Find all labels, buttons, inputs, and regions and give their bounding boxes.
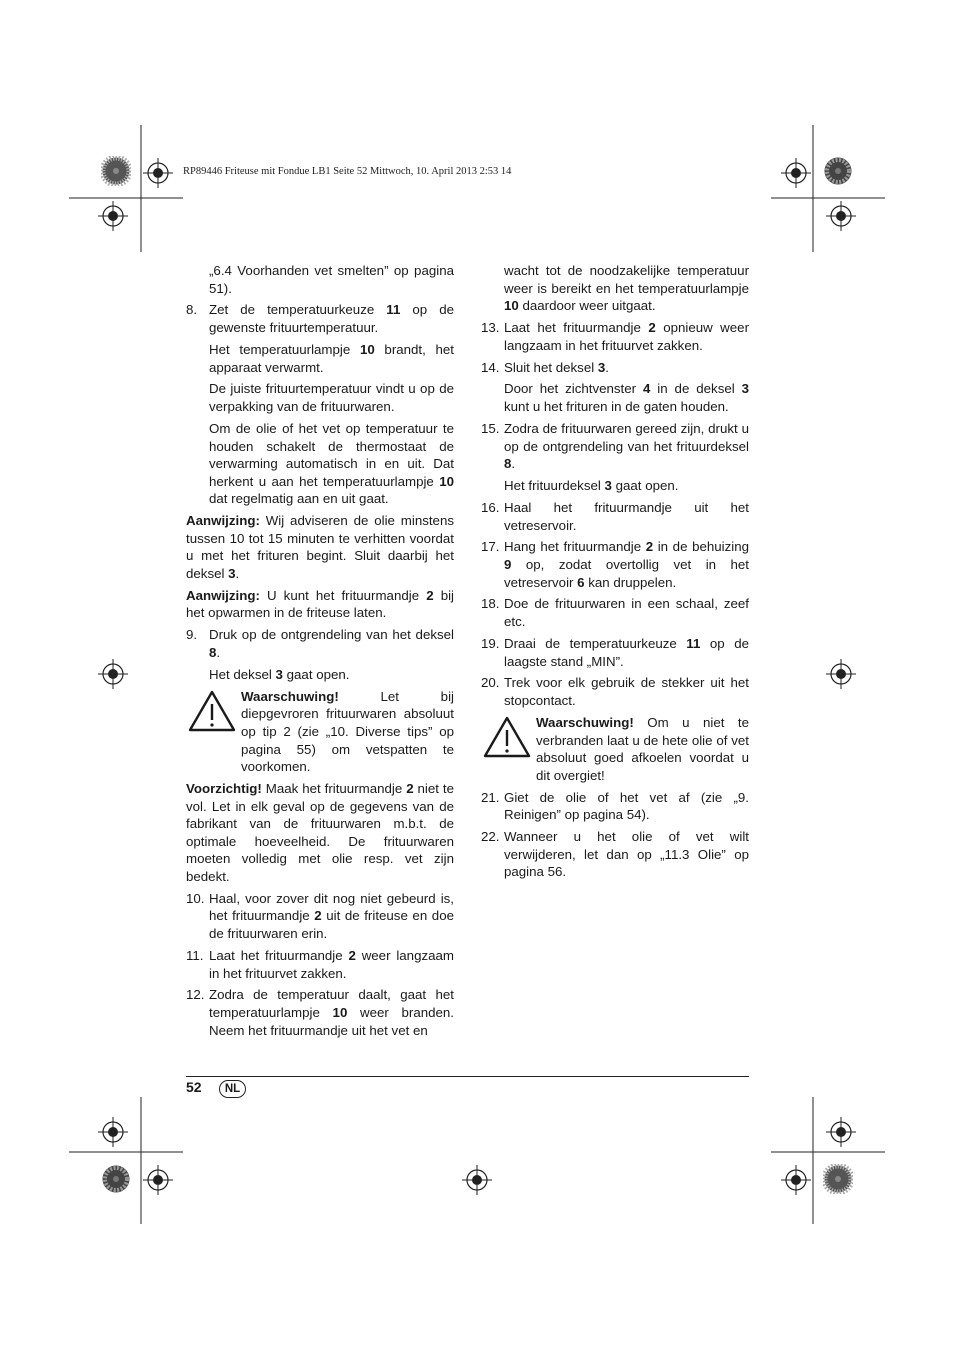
text-segment: 2 (426, 587, 434, 603)
color-wheel-bottom-left (101, 1164, 131, 1194)
text-segment: 11 (686, 635, 701, 651)
text-segment: Aanwijzing: (186, 587, 260, 603)
color-wheel-top-right (823, 156, 853, 186)
list-item-number: 14. (481, 359, 500, 375)
text-segment: 3 (275, 666, 283, 682)
text-segment: dat regelmatig aan en uit gaat. (209, 491, 389, 507)
text-segment: Wanneer u het olie of vet wilt verwijderen, let dan op „11.3 Olie” op pagina 56. (504, 829, 749, 880)
text-segment: weer branden. Neem het frituurmandje uit het vet en (209, 1005, 455, 1038)
text-segment: brandt, het apparaat verwarmt. (209, 341, 454, 375)
text-segment: Draai de temperatuurkeuze (504, 635, 687, 651)
text-segment: . (216, 644, 221, 660)
text-segment: 2 (348, 947, 356, 963)
text-segment: bij het opwarmen in de friteuse laten. (186, 587, 454, 621)
text-segment: 10 (439, 473, 454, 489)
text-segment: De juiste frituurtemperatuur vindt u op de verpakking van de frituurwaren. (209, 381, 454, 415)
registration-mark-mid-right (826, 659, 856, 689)
text-segment: Laat het frituurmandje (209, 947, 349, 963)
list-item-number: 10. (186, 890, 205, 906)
color-wheel-top-left (101, 156, 131, 186)
text-segment: wacht tot de noodzakelijke temperatuur weer is bereikt en het temperatuurlampje (504, 263, 749, 296)
text-segment: Haal het frituurmandje uit het vetreservoir. (504, 499, 749, 533)
text-segment: kan druppelen. (584, 574, 677, 590)
text-segment: Waarschuwing! (536, 714, 634, 730)
list-item-number: 19. (481, 635, 500, 651)
list-item-number: 13. (481, 320, 500, 336)
text-segment: opnieuw weer langzaam in het frituurvet zakken. (504, 320, 749, 353)
registration-mark-mid-left (98, 659, 128, 689)
text-segment: 4 (642, 381, 651, 397)
text-segment: Door het zichtvenster (504, 381, 643, 397)
text-segment: Trek voor elk gebruik de stekker uit het stopcontact. (504, 675, 749, 709)
text-segment: kunt u het frituren in de gaten houden. (504, 399, 729, 415)
text-segment: 3 (604, 478, 612, 494)
text-segment: Zodra de frituurwaren gereed zijn, drukt u op de ontgrendeling van het frituurdeksel (504, 420, 749, 454)
text-segment: weer langzaam in het frituurvet zakken. (209, 947, 454, 981)
text-segment: Het frituurdeksel (504, 478, 605, 494)
list-item-number: 21. (481, 789, 500, 805)
text-segment: Maak het frituurmandje (261, 781, 407, 796)
text-segment: 9 (504, 556, 512, 572)
text-segment: Aanwijzing: (186, 513, 260, 529)
text-segment: Let bij diepgevroren frituurwaren absoluut op tip 2 (zie „10. Diverse tips” op pagina 55) om vetspatten te voorkomen. (241, 688, 454, 775)
registration-mark-upper-left (98, 201, 128, 231)
registration-mark-bottom-left (143, 1165, 173, 1195)
text-segment: 11 (386, 302, 401, 318)
text-segment: Om u niet te verbranden laat u de hete olie of vet absoluut goed afkoelen voordat u dit overgiet! (536, 714, 749, 783)
text-segment: Druk op de ontgrendeling van het deksel (209, 627, 454, 643)
text-segment: 10 (332, 1005, 348, 1021)
registration-mark-top-left (143, 158, 173, 188)
text-segment: Zet de temperatuurkeuze (209, 302, 387, 318)
list-item-number: 16. (481, 499, 500, 515)
text-segment: Wij adviseren de olie minstens tussen 10 tot 15 minuten te verhitten voordat u met het frituren begint. Sluit daarbij het deksel (186, 513, 454, 581)
registration-mark-lower-left (98, 1117, 128, 1147)
text-segment: 8 (504, 456, 512, 472)
text-segment: gaat open. (282, 666, 350, 682)
text-segment: Het deksel (209, 666, 276, 682)
language-badge: NL (219, 1080, 246, 1098)
text-segment: 3 (597, 359, 606, 375)
text-segment: op, zodat overtollig vet in het vetreservoir (504, 556, 749, 590)
text-segment: . (605, 359, 609, 375)
list-item-number: 20. (481, 675, 500, 691)
registration-mark-upper-right (826, 201, 856, 231)
text-segment: Voorzichtig! (186, 781, 262, 796)
list-item-number: 15. (481, 420, 500, 436)
text-segment: Doe de frituurwaren in een schaal, zeef etc. (504, 596, 749, 630)
text-segment: Om de olie of het vet op temperatuur te houden schakelt de thermostaat de verwarming automatisch in en uit. Dat herkent u aan het temperatuurlampje (209, 420, 454, 489)
list-item-number: 11. (186, 947, 204, 963)
text-segment: 2 (314, 908, 322, 924)
list-item-number: 17. (481, 539, 500, 555)
text-segment: Zodra de temperatuur daalt, gaat het temperatuurlampje (209, 987, 454, 1021)
text-segment: . (511, 456, 516, 472)
text-segment: U kunt het frituurmandje (259, 587, 427, 603)
text-segment: 2 (406, 781, 414, 796)
registration-mark-bottom-center (462, 1165, 492, 1195)
text-segment: 3 (741, 381, 749, 397)
text-segment: Het temperatuurlampje (209, 341, 360, 357)
text-segment: Laat het frituurmandje (504, 320, 649, 336)
text-segment: 2 (645, 539, 654, 555)
text-segment: in de deksel (650, 381, 742, 397)
list-item-number: 9. (186, 627, 198, 643)
text-segment: 3 (228, 565, 236, 581)
text-segment: 10 (504, 298, 519, 314)
text-segment: op de laagste stand „MIN”. (504, 635, 749, 669)
text-segment: Sluit het deksel (504, 359, 598, 375)
list-item-number: 12. (186, 987, 205, 1003)
text-segment: in de behuizing (653, 539, 749, 555)
text-segment: Waarschuwing! (241, 688, 339, 704)
text-segment: uit de friteuse en doe de frituurwaren erin. (209, 908, 454, 942)
text-segment: „6.4 Voorhanden vet smelten” op pagina 51). (209, 263, 454, 296)
text-segment: Haal, voor zover dit nog niet gebeurd is, het frituurmandje (209, 890, 454, 924)
registration-mark-top-right (781, 158, 811, 188)
list-item-number: 18. (481, 596, 500, 612)
text-segment: gaat open. (611, 478, 679, 494)
text-segment: daardoor weer uitgaat. (518, 298, 656, 314)
text-segment: Hang het frituurmandje (504, 539, 646, 555)
registration-mark-lower-right (826, 1117, 856, 1147)
list-item-number: 8. (186, 302, 198, 318)
text-segment: 2 (648, 320, 656, 336)
text-segment: 8 (209, 644, 217, 660)
registration-mark-bottom-right (781, 1165, 811, 1195)
print-header: RP89446 Friteuse mit Fondue LB1 Seite 52 Mittwoch, 10. April 2013 2:53 14 (183, 166, 512, 177)
text-segment: op de gewenste frituurtemperatuur. (209, 302, 454, 336)
color-wheel-bottom-right (823, 1164, 853, 1194)
page-number: 52 (186, 1079, 202, 1095)
text-segment: 10 (359, 341, 375, 357)
text-segment: niet te vol. Let in elk geval op de gegevens van de fabrikant van de frituurwaren m.b.t. de optimale hoeveelheid. De frituurwaren moeten volledig met olie resp. vet zijn bedekt. (186, 781, 454, 884)
text-segment: . (235, 565, 240, 581)
text-segment: Giet de olie of het vet af (zie „9. Reinigen” op pagina 54). (504, 789, 749, 823)
list-item-number: 22. (481, 829, 500, 845)
text-segment: 6 (577, 574, 585, 590)
